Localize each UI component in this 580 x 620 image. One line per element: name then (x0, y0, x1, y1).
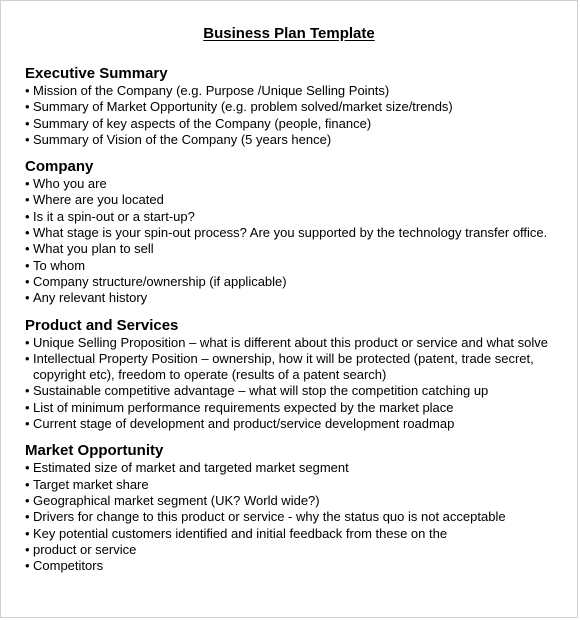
list-item (25, 83, 555, 99)
list-item-text: Where are you located (33, 192, 164, 208)
bullet-icon: • (25, 290, 30, 306)
list-item-text: List of minimum performance requirements expected by the market place (33, 399, 454, 415)
bullet-list (25, 335, 555, 433)
section-heading: Executive Summary (25, 65, 168, 82)
section-executive-summary (25, 65, 555, 148)
list-item (25, 477, 555, 493)
list-item (25, 176, 555, 192)
list-item-text: Sustainable competitive advantage – what will stop the competition catching up (33, 383, 489, 399)
list-item (25, 241, 555, 257)
bullet-list (25, 176, 555, 306)
bullet-icon: • (25, 273, 30, 289)
list-item-text: Summary of key aspects of the Company (people, finance) (33, 115, 372, 131)
section-heading: Product and Services (25, 316, 179, 334)
bullet-icon: • (25, 350, 30, 366)
list-item (25, 509, 555, 525)
list-item (25, 274, 555, 290)
bullet-icon: • (25, 192, 30, 208)
section-heading: Market Opportunity (25, 442, 164, 460)
list-item-text: Intellectual Property Position – ownership, how it will be protected (patent, trade secret, copyright etc), freedom to operate (results of a patent search) (33, 350, 534, 383)
bullet-icon: • (25, 509, 30, 525)
bullet-icon: • (25, 83, 30, 98)
bullet-icon: • (25, 257, 30, 273)
list-item-text: Any relevant history (33, 290, 148, 306)
list-item-text: product or service (33, 541, 137, 557)
list-item (25, 290, 555, 306)
bullet-icon: • (25, 399, 30, 415)
bullet-list (25, 83, 555, 148)
list-item-text: Key potential customers identified and initial feedback from these on the (33, 525, 448, 541)
section-product-and-services (25, 317, 555, 433)
list-item-text: Unique Selling Proposition – what is different about this product or service and what solve (33, 334, 548, 350)
list-item-text: What you plan to sell (33, 241, 154, 257)
bullet-icon: • (25, 476, 30, 492)
list-item (25, 493, 555, 509)
list-item-text: Estimated size of market and targeted market segment (33, 460, 349, 476)
list-item (25, 351, 555, 384)
list-item (25, 542, 555, 558)
bullet-icon: • (25, 383, 30, 399)
list-item (25, 209, 555, 225)
document-title: Business Plan Template (203, 25, 375, 42)
list-item-text: Current stage of development and product/service development roadmap (33, 416, 455, 432)
list-item (25, 335, 555, 351)
list-item-text: Who you are (33, 176, 107, 192)
list-item (25, 258, 555, 274)
bullet-icon: • (25, 176, 30, 192)
list-item-text: To whom (33, 257, 86, 273)
bullet-icon: • (25, 208, 30, 224)
list-item-text: Geographical market segment (UK? World wide?) (33, 492, 320, 508)
list-item (25, 383, 555, 399)
list-item (25, 416, 555, 432)
list-item (25, 558, 555, 574)
bullet-icon: • (25, 541, 30, 557)
list-item-text: Target market share (33, 476, 149, 492)
list-item (25, 225, 555, 241)
bullet-list (25, 460, 555, 574)
list-item (25, 400, 555, 416)
list-item-text: Company structure/ownership (if applicable) (33, 273, 287, 289)
list-item (25, 460, 555, 476)
bullet-icon: • (25, 416, 30, 432)
list-item-text: Competitors (33, 558, 104, 574)
list-item-text: Summary of Market Opportunity (e.g. problem solved/market size/trends) (33, 99, 453, 115)
bullet-icon: • (25, 131, 30, 147)
bullet-icon: • (25, 99, 30, 115)
bullet-icon: • (25, 225, 30, 241)
section-heading: Company (25, 158, 94, 176)
list-item (25, 99, 555, 115)
list-item-text: Mission of the Company (e.g. Purpose /Unique Selling Points) (33, 83, 390, 98)
bullet-icon: • (25, 558, 30, 574)
list-item (25, 526, 555, 542)
list-item-text: Drivers for change to this product or service - why the status quo is not acceptable (33, 509, 506, 525)
list-item (25, 192, 555, 208)
list-item-text: Is it a spin-out or a start-up? (33, 208, 195, 224)
bullet-icon: • (25, 115, 30, 131)
document-content (25, 65, 555, 584)
bullet-icon: • (25, 492, 30, 508)
list-item-text: Summary of Vision of the Company (5 years hence) (33, 131, 332, 147)
list-item (25, 116, 555, 132)
bullet-icon: • (25, 334, 30, 350)
section-company (25, 158, 555, 306)
bullet-icon: • (25, 460, 30, 476)
list-item (25, 132, 555, 148)
bullet-icon: • (25, 525, 30, 541)
list-item-text: What stage is your spin-out process? Are you supported by the technology transfer office. (33, 225, 548, 241)
bullet-icon: • (25, 241, 30, 257)
section-market-opportunity (25, 442, 555, 574)
